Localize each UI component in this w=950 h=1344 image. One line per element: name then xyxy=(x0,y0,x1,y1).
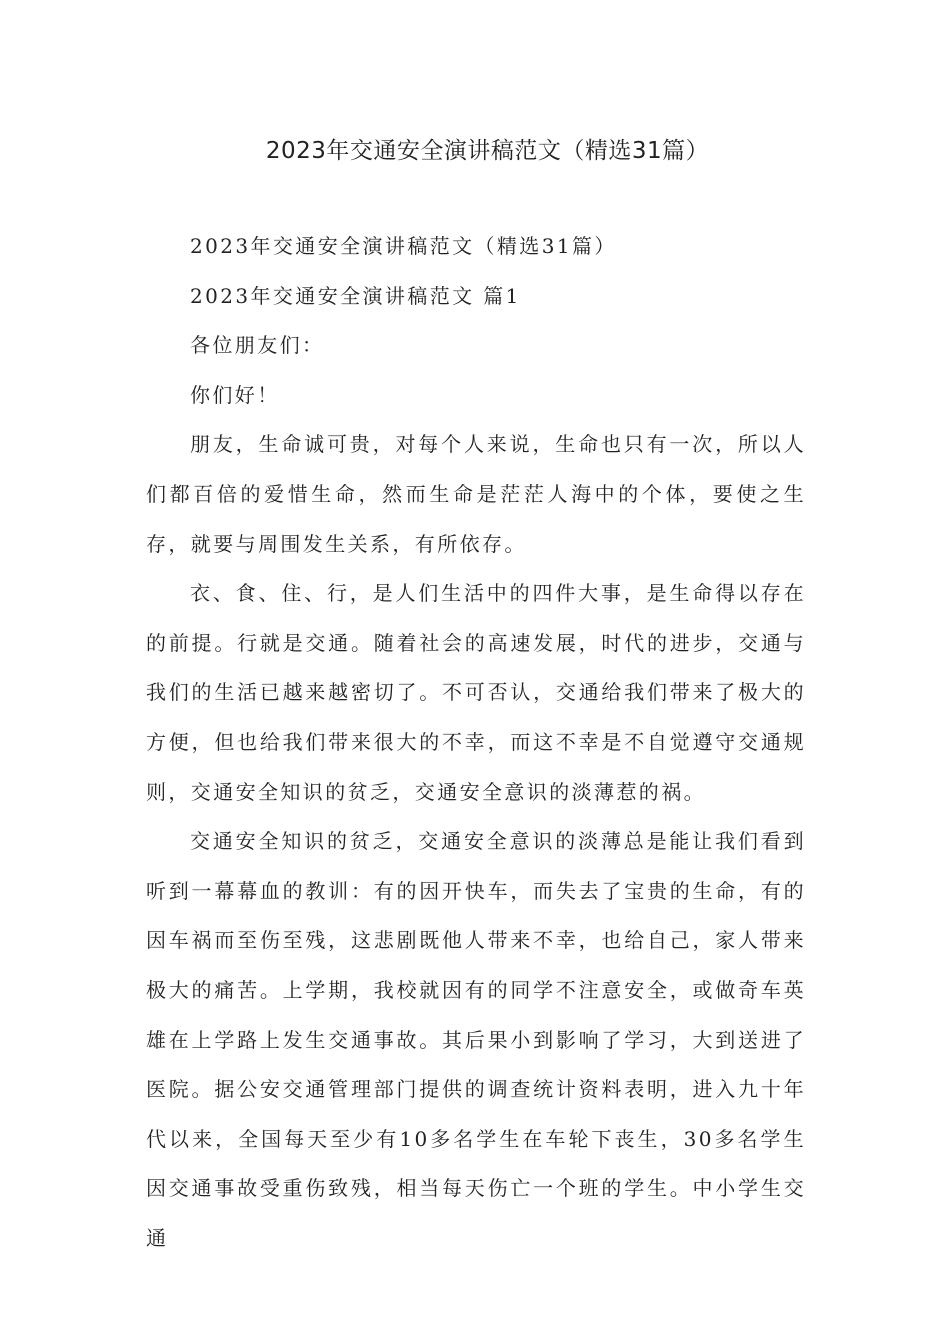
document-body xyxy=(146,222,806,1263)
paragraph-subtitle: 2023年交通安全演讲稿范文（精选31篇） xyxy=(190,234,617,258)
document-title: 2023年交通安全演讲稿范文（精选31篇） xyxy=(265,138,710,164)
paragraph-body: 衣、食、住、行，是人们生活中的四件大事，是生命得以存在的前提。行就是交通。随着社会的高速发展，时代的进步，交通与我们的生活已越来越密切了。不可否认，交通给我们带来了极大的方便，但也给我们带来很大的不幸，而这不幸是不自觉遵守交通规则，交通安全知识的贫乏，交通安全意识的淡薄惹的祸。 xyxy=(146,581,806,804)
paragraph-body: 朋友，生命诚可贵，对每个人来说，生命也只有一次，所以人们都百倍的爱惜生命，然而生命是茫茫人海中的个体，要使之生存，就要与周围发生关系，有所依存。 xyxy=(146,432,806,556)
paragraph-greeting: 你们好！ xyxy=(190,382,280,407)
paragraph-body: 交通安全知识的贫乏，交通安全意识的淡薄总是能让我们看到听到一幕幕血的教训：有的因开快车，而失去了宝贵的生命，有的因车祸而至伤至残，这悲剧既他人带来不幸，也给自己，家人带来极大的痛苦。上学期，我校就因有的同学不注意安全，或做奇车英雄在上学路上发生交通事故。其后果小到影响了学习，大到送进了医院。据公安交通管理部门提供的调查统计资料表明，进入九十年代以来，全国每天至少有10多名学生在车轮下丧生，30多名学生因交通事故受重伤致残，相当每天伤亡一个班的学生。中小学生交通 xyxy=(146,829,806,1250)
paragraph-section-heading: 2023年交通安全演讲稿范文 篇1 xyxy=(190,283,521,308)
paragraph-salutation: 各位朋友们： xyxy=(190,333,325,358)
